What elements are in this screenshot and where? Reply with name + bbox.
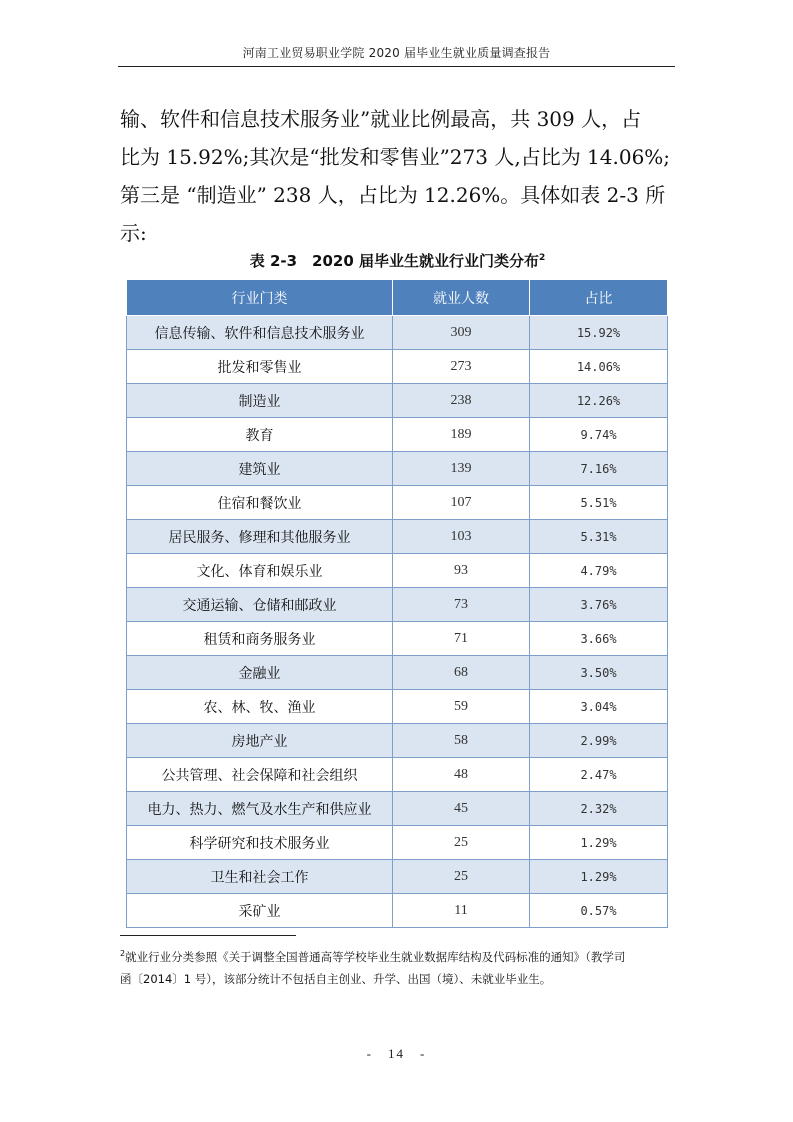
table-row xyxy=(127,384,668,418)
percentage-cell: 1.29% xyxy=(530,826,668,860)
industry-cell: 住宿和餐饮业 xyxy=(127,486,393,520)
industry-cell: 居民服务、修理和其他服务业 xyxy=(127,520,393,554)
table-row xyxy=(127,418,668,452)
industry-cell: 租赁和商务服务业 xyxy=(127,622,393,656)
count-cell: 309 xyxy=(393,316,530,350)
table-row xyxy=(127,622,668,656)
percentage-cell: 5.31% xyxy=(530,520,668,554)
table-row xyxy=(127,894,668,928)
industry-cell: 房地产业 xyxy=(127,724,393,758)
table-row xyxy=(127,520,668,554)
percentage-cell: 14.06% xyxy=(530,350,668,384)
industry-cell: 文化、体育和娱乐业 xyxy=(127,554,393,588)
percentage-cell: 3.50% xyxy=(530,656,668,690)
percentage-cell: 12.26% xyxy=(530,384,668,418)
body-line: 输、软件和信息技术服务业”就业比例最高，共 309 人，占 xyxy=(120,107,642,131)
table-body xyxy=(127,316,668,928)
industry-cell: 信息传输、软件和信息技术服务业 xyxy=(127,316,393,350)
table-row xyxy=(127,316,668,350)
count-cell: 189 xyxy=(393,418,530,452)
running-header xyxy=(118,44,675,67)
count-cell: 11 xyxy=(393,894,530,928)
count-cell: 45 xyxy=(393,792,530,826)
table-row xyxy=(127,452,668,486)
percentage-cell: 9.74% xyxy=(530,418,668,452)
industry-cell: 制造业 xyxy=(127,384,393,418)
percentage-cell: 4.79% xyxy=(530,554,668,588)
footnote-separator xyxy=(120,935,296,936)
table-row xyxy=(127,588,668,622)
footnote xyxy=(120,943,675,990)
table-row xyxy=(127,826,668,860)
column-header-percentage: 占比 xyxy=(530,280,668,316)
table-caption-text: 表 2-3 2020 届毕业生就业行业门类分布 xyxy=(249,252,540,270)
industry-cell: 电力、热力、燃气及水生产和供应业 xyxy=(127,792,393,826)
industry-cell: 交通运输、仓储和邮政业 xyxy=(127,588,393,622)
percentage-cell: 2.47% xyxy=(530,758,668,792)
industry-cell: 教育 xyxy=(127,418,393,452)
percentage-cell: 2.99% xyxy=(530,724,668,758)
industry-cell: 金融业 xyxy=(127,656,393,690)
percentage-cell: 7.16% xyxy=(530,452,668,486)
footnote-text: 就业行业分类参照《关于调整全国普通高等学校毕业生就业数据库结构及代码标准的通知》（教学司 xyxy=(125,949,626,964)
count-cell: 139 xyxy=(393,452,530,486)
percentage-cell: 3.04% xyxy=(530,690,668,724)
industry-cell: 批发和零售业 xyxy=(127,350,393,384)
column-header-industry: 行业门类 xyxy=(127,280,393,316)
column-header-count: 就业人数 xyxy=(393,280,530,316)
table-header-row xyxy=(127,280,668,316)
count-cell: 93 xyxy=(393,554,530,588)
table-row xyxy=(127,724,668,758)
count-cell: 59 xyxy=(393,690,530,724)
table-row xyxy=(127,486,668,520)
body-paragraph xyxy=(120,100,675,252)
count-cell: 107 xyxy=(393,486,530,520)
count-cell: 73 xyxy=(393,588,530,622)
percentage-cell: 3.76% xyxy=(530,588,668,622)
footnote-line xyxy=(120,943,675,968)
table-row xyxy=(127,860,668,894)
percentage-cell: 5.51% xyxy=(530,486,668,520)
table-row xyxy=(127,758,668,792)
footnote-number: 2 xyxy=(120,949,126,958)
body-line: 示: xyxy=(120,221,147,245)
count-cell: 25 xyxy=(393,860,530,894)
industry-cell: 公共管理、社会保障和社会组织 xyxy=(127,758,393,792)
industry-cell: 卫生和社会工作 xyxy=(127,860,393,894)
percentage-cell: 0.57% xyxy=(530,894,668,928)
table-row xyxy=(127,350,668,384)
running-header-title: 河南工业贸易职业学院 2020 届毕业生就业质量调查报告 xyxy=(242,46,551,60)
percentage-cell: 2.32% xyxy=(530,792,668,826)
footnote-line: 函〔2014〕1 号），该部分统计不包括自主创业、升学、出国（境）、未就业毕业生。 xyxy=(120,971,552,986)
page-number: - 14 - xyxy=(366,1046,427,1061)
count-cell: 273 xyxy=(393,350,530,384)
percentage-cell: 1.29% xyxy=(530,860,668,894)
percentage-cell: 3.66% xyxy=(530,622,668,656)
table-caption xyxy=(120,250,675,271)
table-row xyxy=(127,792,668,826)
body-line: 第三是 “制造业” 238 人，占比为 12.26%。具体如表 2-3 所 xyxy=(120,183,666,207)
percentage-cell: 15.92% xyxy=(530,316,668,350)
count-cell: 58 xyxy=(393,724,530,758)
table-row xyxy=(127,656,668,690)
industry-cell: 农、林、牧、渔业 xyxy=(127,690,393,724)
table-row xyxy=(127,690,668,724)
count-cell: 68 xyxy=(393,656,530,690)
footnote-marker: 2 xyxy=(539,253,546,263)
count-cell: 71 xyxy=(393,622,530,656)
count-cell: 48 xyxy=(393,758,530,792)
body-line: 比为 15.92%;其次是“批发和零售业”273 人,占比为 14.06%; xyxy=(120,145,671,169)
industry-distribution-table xyxy=(126,279,668,928)
industry-cell: 采矿业 xyxy=(127,894,393,928)
table-row xyxy=(127,554,668,588)
count-cell: 103 xyxy=(393,520,530,554)
count-cell: 238 xyxy=(393,384,530,418)
industry-cell: 科学研究和技术服务业 xyxy=(127,826,393,860)
industry-cell: 建筑业 xyxy=(127,452,393,486)
count-cell: 25 xyxy=(393,826,530,860)
